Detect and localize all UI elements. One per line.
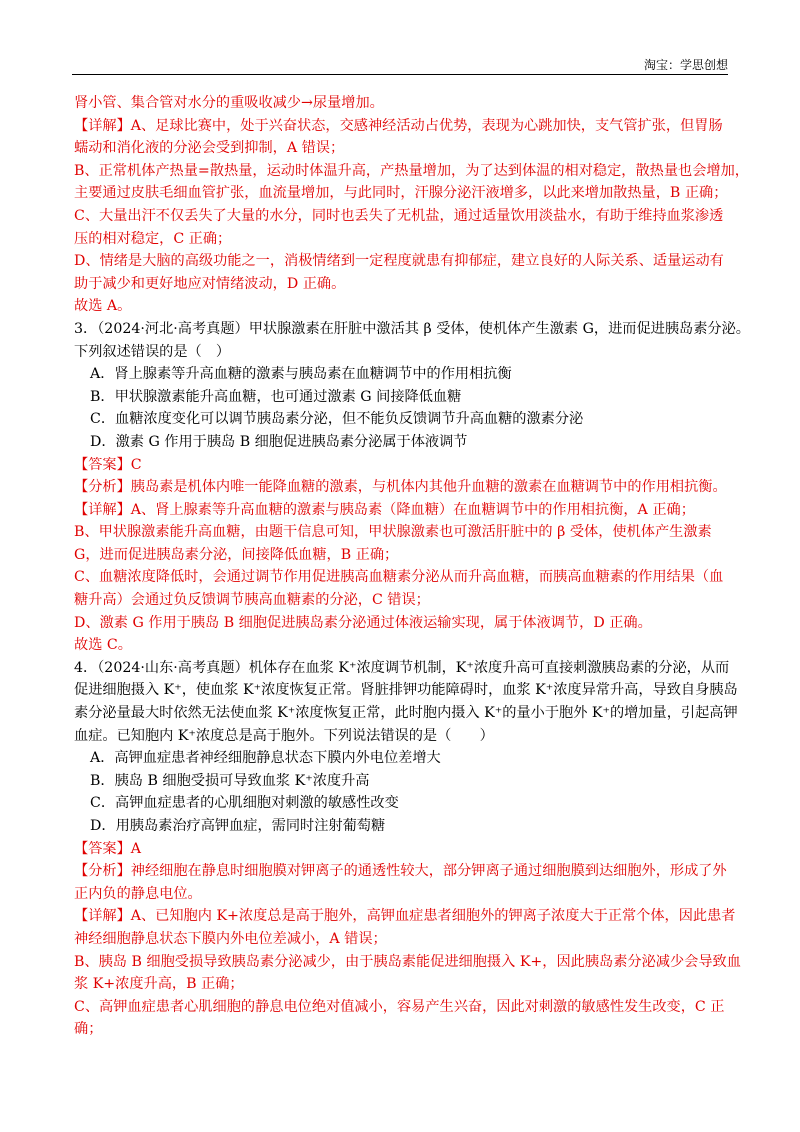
text-line: 促进细胞摄入 K⁺，使血浆 K⁺浓度恢复正常。肾脏排钾功能障碍时，血浆 K⁺浓度异常升高，导致自身胰岛	[74, 682, 738, 699]
text-line: 【答案】A	[74, 840, 141, 857]
text-line: 下列叙述错误的是（ ）	[74, 343, 231, 360]
text-line: 肾小管、集合管对水分的重吸收减少→尿量增加。	[74, 95, 384, 111]
text-line: 糖升高）会通过负反馈调节胰高血糖素的分泌，C 错误；	[74, 592, 430, 609]
text-line: 确；	[74, 1021, 103, 1038]
text-line: 【答案】C	[74, 456, 142, 473]
text-line: A．肾上腺素等升高血糖的激素与胰岛素在血糖调节中的作用相抗衡	[90, 366, 512, 383]
text-line: 【分析】胰岛素是机体内唯一能降血糖的激素，与机体内其他升血糖的激素在血糖调节中的作用相抗衡。	[74, 479, 727, 496]
text-line: 正内负的静息电位。	[74, 885, 202, 902]
text-line: B、正常机体产热量=散热量，运动时体温升高，产热量增加，为了达到体温的相对稳定，散热量也会增加，	[74, 162, 749, 179]
text-line: 【分析】神经细胞在静息时细胞膜对钾离子的通透性较大，部分钾离子通过细胞膜到达细胞外，形成了外	[74, 863, 727, 880]
text-line: G，进而促进胰岛素分泌，间接降低血糖，B 正确；	[74, 546, 399, 563]
text-line: 血症。已知胞内 K⁺浓度总是高于胞外。下列说法错误的是（ ）	[74, 727, 494, 744]
text-line: B、甲状腺激素能升高血糖，由题干信息可知，甲状腺激素也可激活肝脏中的 β 受体，使机体产生激素	[74, 524, 712, 541]
text-line: C、大量出汗不仅丢失了大量的水分，同时也丢失了无机盐，通过适量饮用淡盐水，有助于维持血浆渗透	[74, 207, 724, 224]
text-line: 浆 K+浓度升高，B 正确；	[74, 976, 244, 993]
text-line: B．甲状腺激素能升高血糖，也可通过激素 G 间接降低血糖	[90, 388, 462, 405]
text-line: A．高钾血症患者神经细胞静息状态下膜内外电位差增大	[90, 750, 441, 767]
text-line: C．血糖浓度变化可以调节胰岛素分泌，但不能负反馈调节升高血糖的激素分泌	[90, 411, 584, 428]
text-line: 4．（2024·山东·高考真题）机体存在血浆 K⁺浓度调节机制，K⁺浓度升高可直接刺激胰岛素的分泌，从而	[74, 659, 730, 676]
text-line: 素分泌量最大时依然无法使血浆 K⁺浓度恢复正常，此时胞内摄入 K⁺的量小于胞外 K⁺的增加量，引起高钾	[74, 705, 738, 722]
text-line: D、情绪是大脑的高级功能之一，消极情绪到一定程度就患有抑郁症，建立良好的人际关系、适量运动有	[74, 253, 724, 270]
text-line: C．高钾血症患者的心肌细胞对刺激的敏感性改变	[90, 795, 399, 812]
text-line: 【详解】A、已知胞内 K+浓度总是高于胞外，高钾血症患者细胞外的钾离子浓度大于正常个体，因此患者	[74, 908, 736, 925]
text-line: 神经细胞静息状态下膜内外电位差减小，A 错误；	[74, 930, 387, 947]
text-line: 助于减少和更好地应对情绪波动，D 正确。	[74, 275, 346, 292]
text-line: 故选 A。	[74, 298, 132, 315]
text-line: 故选 C。	[74, 637, 132, 654]
text-line: D、激素 G 作用于胰岛 B 细胞促进胰岛素分泌通过体液运输实现，属于体液调节，D 正确。	[74, 614, 652, 631]
text-line: 压的相对稳定，C 正确；	[74, 230, 232, 247]
text-line: B、胰岛 B 细胞受损导致胰岛素分泌减少，由于胰岛素能促进细胞摄入 K+，因此胰岛素分泌减少会导致血	[74, 953, 741, 970]
text-line: 主要通过皮肤毛细血管扩张，血流量增加，与此同时，汗腺分泌汗液增多，以此来增加散热量，B 正确；	[74, 185, 728, 202]
page-header-source: 淘宝：学思创想	[643, 58, 728, 72]
text-line: 【详解】A、足球比赛中，处于兴奋状态，交感神经活动占优势，表现为心跳加快，支气管扩张，但胃肠	[74, 117, 723, 134]
text-line: B．胰岛 B 细胞受损可导致血浆 K⁺浓度升高	[90, 772, 370, 789]
text-line: C、高钾血症患者心肌细胞的静息电位绝对值减小，容易产生兴奋，因此对刺激的敏感性发生改变，C 正	[74, 998, 725, 1015]
document-body	[74, 92, 750, 1041]
text-line: 蠕动和消化液的分泌会受到抑制，A 错误；	[74, 140, 345, 157]
text-line: 【详解】A、肾上腺素等升高血糖的激素与胰岛素（降血糖）在血糖调节中的作用相抗衡，A 正确；	[74, 501, 695, 518]
text-line: D．激素 G 作用于胰岛 B 细胞促进胰岛素分泌属于体液调节	[90, 433, 468, 450]
text-line: D．用胰岛素治疗高钾血症，需同时注射葡萄糖	[90, 818, 386, 834]
header-divider	[72, 74, 728, 75]
text-line: 3．（2024·河北·高考真题）甲状腺激素在肝脏中激活其 β 受体，使机体产生激素 G，进而促进胰岛素分泌。	[74, 320, 750, 337]
text-line: C、血糖浓度降低时，会通过调节作用促进胰高血糖素分泌从而升高血糖，而胰高血糖素的作用结果（血	[74, 569, 724, 586]
